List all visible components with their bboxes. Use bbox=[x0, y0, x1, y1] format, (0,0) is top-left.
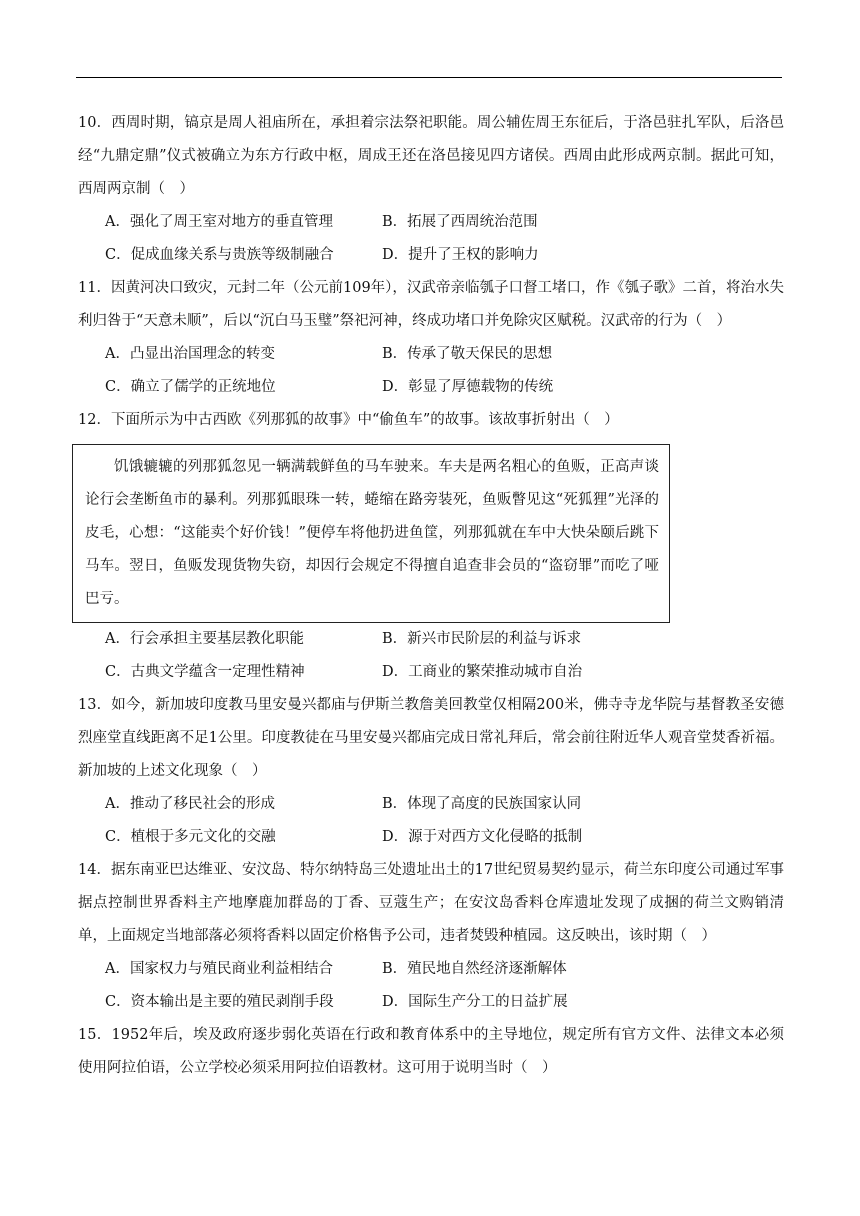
question-list bbox=[78, 107, 784, 1085]
options bbox=[78, 953, 784, 1019]
option-d: D．彰显了厚德载物的传统 bbox=[382, 379, 554, 395]
option-c: C．确立了儒学的正统地位 bbox=[105, 379, 276, 395]
option-b: B．殖民地自然经济逐渐解体 bbox=[382, 961, 567, 977]
option-d: D．提升了王权的影响力 bbox=[382, 247, 539, 263]
story-passage-box: 饥饿辘辘的列那狐忽见一辆满载鲜鱼的马车驶来。车夫是两名粗心的鱼贩，正高声谈论行会垄断鱼市的暴利。列那狐眼珠一转，蜷缩在路旁装死，鱼贩瞥见这“死狐狸”光泽的皮毛，心想：“这能卖个好价钱！”便停车将他扔进鱼筐，列那狐就在车中大快朵颐后跳下马车。翌日，鱼贩发现货物失窃，却因行会规定不得擅自追查非会员的“盗窃罪”而吃了哑巴亏。 bbox=[72, 444, 670, 623]
options bbox=[78, 788, 784, 854]
option-c: C．植根于多元文化的交融 bbox=[105, 829, 276, 845]
question-12 bbox=[78, 404, 784, 689]
header-rule bbox=[76, 77, 782, 78]
option-b: B．传承了敬天保民的思想 bbox=[382, 346, 553, 362]
question-stem: 15．1952年后，埃及政府逐步弱化英语在行政和教育体系中的主导地位，规定所有官方文件、法律文本必须使用阿拉伯语，公立学校必须采用阿拉伯语教材。这可用于说明当时（ ） bbox=[78, 1027, 784, 1076]
question-14 bbox=[78, 854, 784, 1019]
options bbox=[78, 338, 784, 404]
option-b: B．拓展了西周统治范围 bbox=[382, 214, 538, 230]
question-stem: 10．西周时期，镐京是周人祖庙所在，承担着宗法祭祀职能。周公辅佐周王东征后，于洛邑驻扎军队，后洛邑经“九鼎定鼎”仪式被确立为东方行政中枢，周成王还在洛邑接见四方诸侯。西周由此形成两京制。据此可知，西周两京制（ ） bbox=[78, 115, 784, 197]
question-10 bbox=[78, 107, 784, 272]
option-c: C．促成血缘关系与贵族等级制融合 bbox=[105, 247, 334, 263]
option-b: B．新兴市民阶层的利益与诉求 bbox=[382, 631, 582, 647]
question-stem: 11．因黄河决口致灾，元封二年（公元前109年），汉武帝亲临瓠子口督工堵口，作《瓠子歌》二首，将治水失利归咎于“天意未顺”，后以“沉白马玉璧”祭祀河神，终成功堵口并免除灾区赋税。汉武帝的行为（ ） bbox=[78, 280, 784, 329]
option-b: B．体现了高度的民族国家认同 bbox=[382, 796, 582, 812]
option-a: A．强化了周王室对地方的垂直管理 bbox=[105, 214, 333, 230]
option-d: D．源于对西方文化侵略的抵制 bbox=[382, 829, 583, 845]
option-c: C．资本输出是主要的殖民剥削手段 bbox=[105, 994, 334, 1010]
question-15 bbox=[78, 1019, 784, 1085]
option-a: A．国家权力与殖民商业利益相结合 bbox=[105, 961, 333, 977]
options bbox=[78, 206, 784, 272]
option-d: D．国际生产分工的日益扩展 bbox=[382, 994, 568, 1010]
question-11 bbox=[78, 272, 784, 404]
question-stem: 13．如今，新加坡印度教马里安曼兴都庙与伊斯兰教詹美回教堂仅相隔200米，佛寺寺龙华院与基督教圣安德烈座堂直线距离不足1公里。印度教徒在马里安曼兴都庙完成日常礼拜后，常会前往附近华人观音堂焚香祈福。新加坡的上述文化现象（ ） bbox=[78, 697, 784, 779]
option-a: A．凸显出治国理念的转变 bbox=[105, 346, 275, 362]
question-stem: 14．据东南亚巴达维亚、安汶岛、特尔纳特岛三处遗址出土的17世纪贸易契约显示，荷兰东印度公司通过军事据点控制世界香料主产地摩鹿加群岛的丁香、豆蔻生产；在安汶岛香料仓库遗址发现了成捆的荷兰文购销清单，上面规定当地部落必须将香料以固定价格售予公司，违者焚毁种植园。这反映出，该时期（ ） bbox=[78, 862, 784, 944]
option-c: C．古典文学蕴含一定理性精神 bbox=[105, 664, 305, 680]
option-a: A．行会承担主要基层教化职能 bbox=[105, 631, 304, 647]
options bbox=[78, 623, 784, 689]
option-d: D．工商业的繁荣推动城市自治 bbox=[382, 664, 583, 680]
question-13 bbox=[78, 689, 784, 854]
option-a: A．推动了移民社会的形成 bbox=[105, 796, 275, 812]
question-stem: 12．下面所示为中古西欧《列那狐的故事》中“偷鱼车”的故事。该故事折射出（ ） bbox=[78, 412, 619, 428]
